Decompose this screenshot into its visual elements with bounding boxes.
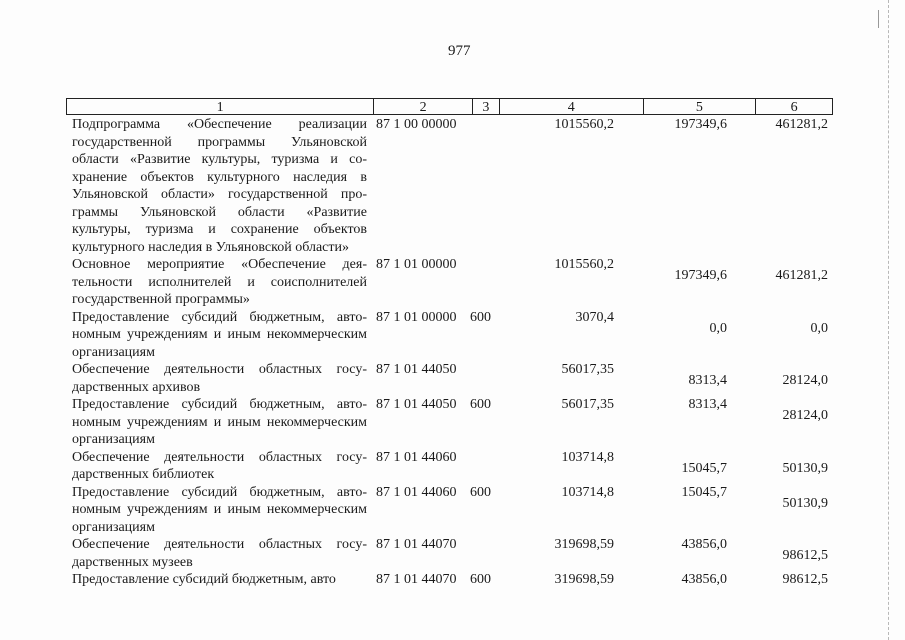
row-code: 87 1 01 44070: [376, 537, 457, 552]
row-type: 600: [470, 572, 491, 587]
row-name: Обеспечение деятельности областных государственных библиотек: [72, 449, 367, 482]
row-type: 600: [470, 309, 491, 325]
row-type: 600: [470, 397, 491, 412]
row-value-col6: 461281,2: [775, 117, 828, 132]
table-row: [72, 116, 842, 256]
row-name: Предоставление субсидий бюджетным, автономным учреждениям и иным некоммерческим организациям: [72, 484, 367, 535]
row-value-col4: 1015560,2: [554, 257, 614, 272]
row-value-col6: 98612,5: [782, 572, 828, 587]
row-value-col4: 103714,8: [561, 449, 614, 465]
table-row: [72, 396, 842, 449]
row-value-col4: 1015560,2: [554, 117, 614, 132]
row-code: 87 1 01 44050: [376, 397, 457, 412]
row-name: Предоставление субсидий бюджетным, авто: [72, 572, 336, 587]
row-name: Предоставление субсидий бюджетным, автономным учреждениям и иным некоммерческим организациям: [72, 309, 367, 360]
page-tick-mark: [878, 10, 879, 28]
row-value-col6: 0,0: [810, 320, 828, 336]
row-value-col6: 28124,0: [782, 373, 828, 388]
column-number-3: 3: [473, 99, 500, 114]
row-code: 87 1 01 44060: [376, 449, 457, 465]
column-number-6: 6: [790, 100, 798, 115]
row-name: Обеспечение деятельности областных государственных архивов: [72, 362, 367, 395]
row-value-col4: 319698,59: [554, 537, 614, 552]
row-value-col4: 3070,4: [575, 309, 614, 325]
row-name: Предоставление субсидий бюджетным, автономным учреждениям и иным некоммерческим организациям: [72, 397, 367, 447]
table-row: [72, 536, 842, 571]
row-code: 87 1 00 00000: [376, 117, 457, 132]
row-name: Подпрограмма «Обеспечение реализации государственной программы Ульяновской области «Развитие культуры, туризма и сохранение объектов культурного наследия в Ульяновской области» государственной программы Ульяновской области «Развитие культуры, туризма и сохранение объектов культурного наследия в Ульяновской области»: [72, 117, 367, 255]
row-type: 600: [470, 484, 491, 500]
row-value-col6: 461281,2: [775, 268, 828, 283]
row-code: 87 1 01 44060: [376, 484, 457, 500]
table-row: [72, 256, 842, 309]
page-edge-line: [888, 0, 889, 640]
row-value-col4: 56017,35: [561, 397, 614, 412]
table-body: [72, 116, 842, 589]
row-name: Обеспечение деятельности областных государственных музеев: [72, 537, 367, 570]
row-value-col4: 319698,59: [554, 572, 614, 587]
row-code: 87 1 01 00000: [376, 257, 457, 272]
table-row: [72, 484, 842, 537]
column-number-1: 1: [67, 99, 374, 114]
column-number-4: 4: [500, 99, 644, 114]
row-value-col5: 8313,4: [688, 397, 727, 412]
row-name: Основное мероприятие «Обеспечение деятельности исполнителей и соисполнителей государственной программы»: [72, 257, 367, 307]
row-code: 87 1 01 44070: [376, 572, 457, 587]
row-value-col5: 15045,7: [681, 460, 727, 476]
row-value-col5: 0,0: [709, 320, 727, 336]
row-value-col5: 197349,6: [674, 117, 727, 132]
table-row: [72, 449, 842, 484]
row-value-col5: 43856,0: [681, 572, 727, 587]
page-number: 977: [448, 43, 471, 59]
table-column-number-header: [66, 98, 833, 115]
row-code: 87 1 01 44050: [376, 362, 457, 377]
row-value-col4: 56017,35: [561, 362, 614, 377]
table-row: [72, 361, 842, 396]
row-code: 87 1 01 00000: [376, 309, 457, 325]
row-value-col6: 28124,0: [782, 408, 828, 423]
table-row: [72, 309, 842, 362]
row-value-col5: 43856,0: [681, 537, 727, 552]
table-row: [72, 571, 842, 589]
row-value-col5: 15045,7: [681, 484, 727, 500]
row-value-col4: 103714,8: [561, 484, 614, 500]
column-number-2: 2: [374, 99, 473, 114]
column-number-5: 5: [644, 99, 757, 114]
row-value-col6: 50130,9: [782, 495, 828, 511]
row-value-col6: 50130,9: [782, 460, 828, 476]
row-value-col6: 98612,5: [782, 548, 828, 563]
row-value-col5: 8313,4: [688, 373, 727, 388]
row-value-col5: 197349,6: [674, 268, 727, 283]
